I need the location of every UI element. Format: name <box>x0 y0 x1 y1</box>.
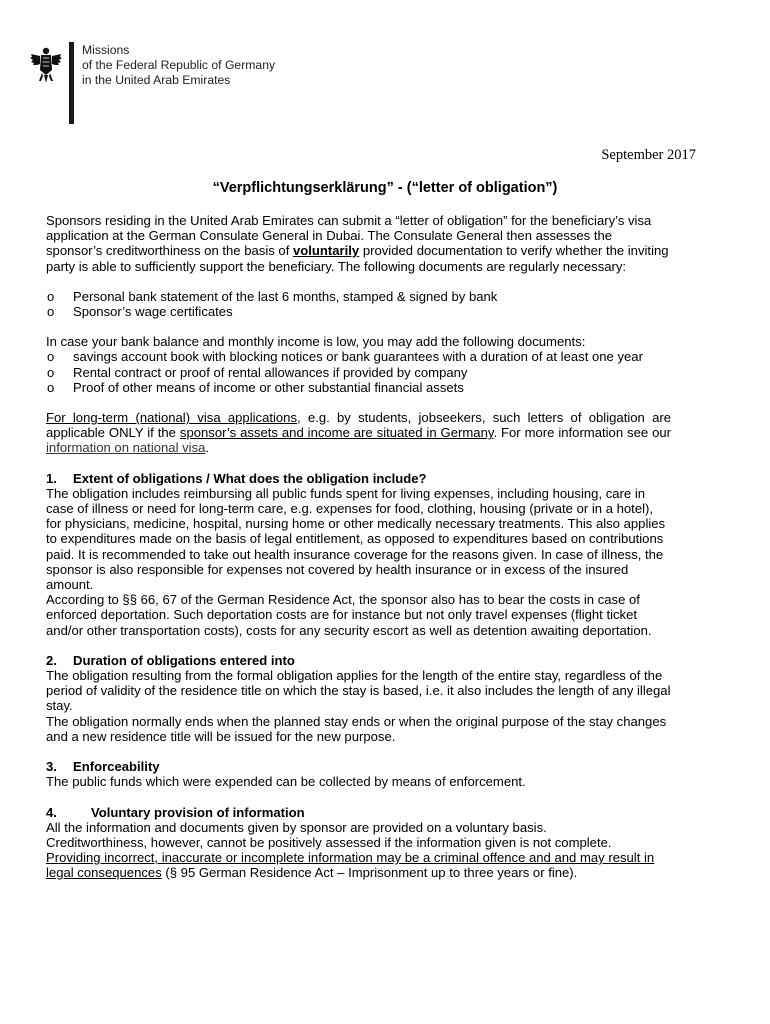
intro-paragraph: Sponsors residing in the United Arab Emirates can submit a “letter of obligation” for the beneficiary’s visa application at the German Consulate General in Dubai. The Consulate General then assesses the sponsor’s creditworthiness on the basis of voluntarily provided documentation to verify whether the inviting party is able to sufficiently support the beneficiary. The following documents are regularly necessary: <box>46 213 669 274</box>
section-heading: 2. Duration of obligations entered into <box>46 652 295 668</box>
mission-line: Missions <box>82 43 130 57</box>
section-paragraph: The obligation includes reimbursing all public funds spent for living expenses, including housing, care in case of illness or need for long-term care, e.g. expenses for food, clothing, housing (private or in a hotel), for physicians, medicine, hospital, nursing home or other medically necessary treatments. This also applies to expenditures made on the basis of legal entitlement, as opposed to expenditures based on contributions paid. It is recommended to take out health insurance coverage for the reasons given. In case of illness, the sponsor is also responsible for expenses not covered by health insurance or in excess of the insured amount. <box>46 485 666 593</box>
additional-documents-list <box>46 349 671 395</box>
list-item: o savings account book with blocking notices or bank guarantees with a duration of at least one year <box>47 349 643 365</box>
bullet-icon: o <box>47 288 55 304</box>
list-item: o Personal bank statement of the last 6 months, stamped & signed by bank <box>47 288 498 304</box>
national-visa-info-link[interactable]: information on national visa <box>46 440 206 456</box>
section-voluntary-information <box>46 805 671 881</box>
mission-name <box>82 43 275 88</box>
federal-eagle-icon <box>30 46 62 84</box>
document-date: September 2017 <box>601 147 696 163</box>
required-documents-list <box>46 289 671 319</box>
section-heading: 4. Voluntary provision of information <box>46 804 305 820</box>
section-paragraph: The public funds which were expended can be collected by means of enforcement. <box>46 774 526 790</box>
voluntarily-emphasis: voluntarily <box>292 243 360 259</box>
section-heading: 1. Extent of obligations / What does the obligation include? <box>46 470 427 486</box>
section-paragraph: The obligation resulting from the formal obligation applies for the length of the entire stay, regardless of the period of validity of the residence title on which the stay is based, i.e. it also includes the length of any illegal stay. <box>46 668 671 714</box>
low-income-intro: In case your bank balance and monthly income is low, you may add the following documents: <box>46 334 586 350</box>
list-item: o Sponsor’s wage certificates <box>47 304 233 320</box>
section-paragraph: The obligation normally ends when the planned stay ends or when the original purpose of the stay changes and a new residence title will be issued for the new purpose. <box>46 713 667 744</box>
national-visa-paragraph: For long-term (national) visa applications, e.g. by students, jobseekers, such letters of obligation are applicable ONLY if the sponsor’s assets and income are situated in Germany. For more information see our information on national visa. <box>46 410 671 456</box>
mission-line: of the Federal Republic of Germany <box>82 58 276 72</box>
section-extent <box>46 471 671 638</box>
bullet-icon: o <box>47 364 55 380</box>
legal-warning-underlined: Providing incorrect, inaccurate or incomplete information may be a criminal offence and and may result in legal consequences <box>46 850 655 881</box>
section-paragraph: All the information and documents given by sponsor are provided on a voluntary basis. <box>46 819 547 835</box>
legal-warning: Providing incorrect, inaccurate or incomplete information may be a criminal offence and and may result in legal consequences (§ 95 German Residence Act – Imprisonment up to three years or fine). <box>46 850 655 881</box>
sponsor-assets-link[interactable]: sponsor’s assets and income are situated in Germany <box>179 425 494 441</box>
list-item: o Proof of other means of income or other substantial financial assets <box>47 379 464 395</box>
document-body <box>46 213 671 881</box>
section-duration <box>46 653 671 744</box>
national-visa-link[interactable]: For long-term (national) visa applications <box>46 410 298 426</box>
list-item: o Rental contract or proof of rental allowances if provided by company <box>47 364 468 380</box>
section-heading: 3. Enforceability <box>46 759 160 775</box>
section-paragraph: According to §§ 66, 67 of the German Residence Act, the sponsor also has to bear the costs in case of enforced deportation. Such deportation costs are for instance but not only travel expenses (flight ticket and/or other transportation costs), costs for any security escort as well as detention awaiting deportation. <box>46 592 652 638</box>
header-divider <box>69 42 74 124</box>
mission-line: in the United Arab Emirates <box>82 73 231 87</box>
bullet-icon: o <box>47 379 55 395</box>
bullet-icon: o <box>47 349 55 365</box>
section-paragraph: Creditworthiness, however, cannot be positively assessed if the information given is not complete. <box>46 834 612 850</box>
section-enforceability <box>46 759 671 789</box>
document-title: “Verpflichtungserklärung” - (“letter of obligation”) <box>212 180 558 196</box>
bullet-icon: o <box>47 304 55 320</box>
